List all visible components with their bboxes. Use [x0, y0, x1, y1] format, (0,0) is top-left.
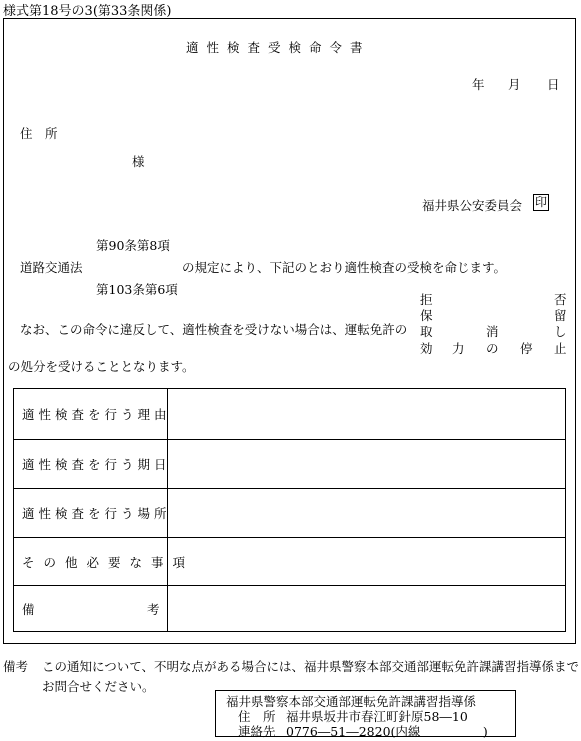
warning-sentence-end: の処分を受けることとなります。 — [8, 359, 195, 374]
seal-mark: 印 — [534, 195, 547, 209]
row-label-left: 備 — [22, 601, 39, 617]
table-row-reason — [14, 389, 565, 439]
issuer-name: 福井県公安委員会 — [422, 198, 523, 213]
row-label: 適性検査を行う理由 — [22, 407, 171, 422]
date-year: 年 — [472, 77, 485, 92]
choice-ryu: 留 — [554, 308, 567, 323]
document-title: 適性検査受検命令書 — [186, 40, 371, 55]
law-name: 道路交通法 — [20, 260, 83, 275]
honorific: 様 — [132, 154, 145, 169]
table-row-other — [14, 537, 565, 585]
choice-shi2: 止 — [554, 341, 567, 356]
choice-ho: 保 — [420, 308, 433, 323]
choice-tori: 取 — [420, 324, 433, 339]
choice-hi: 否 — [554, 292, 567, 307]
row-label-right: 考 — [147, 601, 164, 617]
date-month: 月 — [508, 77, 521, 92]
contact-address: 福井県坂井市春江町針原58―10 — [286, 709, 468, 724]
contact-box — [215, 690, 516, 737]
table-row-date — [14, 439, 565, 488]
detail-table — [13, 388, 566, 632]
contact-phone: 0776―51―2820(内線 ) — [286, 724, 488, 739]
choice-shi: し — [554, 324, 567, 339]
choice-shou: 消 — [486, 324, 499, 339]
row-label: その他必要な事項 — [22, 554, 195, 570]
law-article-1: 第90条第8項 — [96, 238, 170, 253]
law-article-2: 第103条第6項 — [96, 282, 178, 297]
choice-tei: 停 — [520, 341, 533, 356]
choice-kou: 効 — [420, 341, 433, 356]
notes-line-1: この通知について、不明な点がある場合には、福井県警察本部交通部運転免許課講習指導係まで — [42, 659, 580, 674]
choice-ryoku: 力 — [452, 341, 465, 356]
contact-address-label: 住 所 — [238, 709, 276, 724]
row-label: 適性検査を行う場所 — [22, 506, 171, 521]
table-row-place — [14, 488, 565, 537]
notes-label: 備考 — [3, 659, 29, 674]
choice-kyo: 拒 — [420, 292, 433, 307]
date-day: 日 — [547, 77, 560, 92]
notes-line-2: お問合せください。 — [42, 679, 155, 694]
address-label: 住 所 — [20, 126, 58, 141]
warning-sentence: なお、この命令に違反して、適性検査を受けない場合は、運転免許の — [20, 322, 408, 337]
row-label: 適性検査を行う期日 — [22, 457, 171, 472]
table-row-remarks — [14, 585, 565, 631]
form-number: 様式第18号の3(第33条関係) — [3, 4, 172, 19]
contact-phone-label: 連絡先 — [238, 724, 276, 739]
choice-no: の — [486, 341, 499, 356]
contact-office: 福井県警察本部交通部運転免許課講習指導係 — [226, 694, 477, 709]
law-sentence: の規定により、下記のとおり適性検査の受検を命じます。 — [182, 260, 507, 275]
